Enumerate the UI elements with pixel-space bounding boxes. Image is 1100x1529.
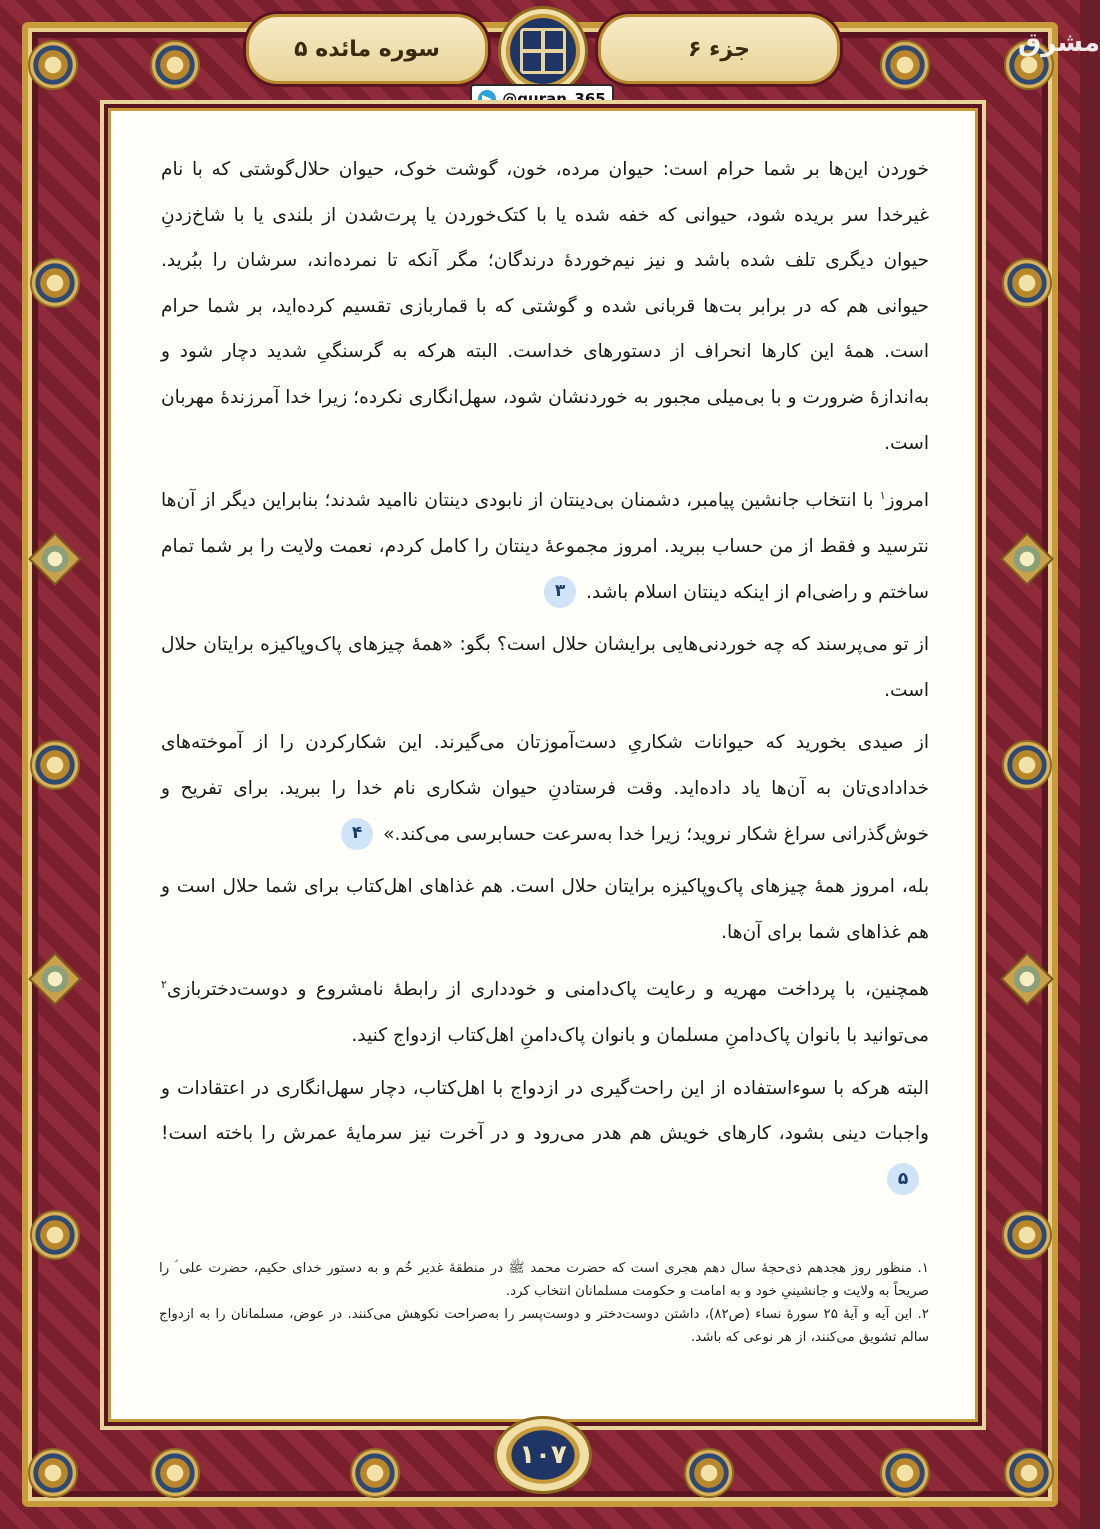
medallion-ornament-icon [1002, 258, 1052, 308]
diamond-ornament-icon [28, 532, 82, 586]
paragraph-text: امروز [885, 490, 929, 512]
paragraph-text: بله، امروز همهٔ چیزهای پاک‌وپاکیزه برایتان حلال است. هم غذاهای اهل‌کتاب برای شما حلال است و هم غذاهای شما برای آن‌ها. [161, 876, 929, 943]
medallion-ornament-icon [1002, 740, 1052, 790]
medallion-ornament-icon [1002, 1210, 1052, 1260]
translation-body [161, 147, 929, 1209]
ayah-number-marker: ۴ [341, 818, 373, 850]
ayah-number-marker: ۳ [544, 576, 576, 608]
footnote-2: ۲. این آیه و آیهٔ ۲۵ سورهٔ نساء (ص۸۲)، داشتن دوست‌دختر و دوست‌پسر را به‌صراحت نکوهش می‌کنند. در عوض، مسلمانان را به ازدواج سالم تشویق می‌کنند، از هر نوعی که باشد. [159, 1307, 929, 1345]
paragraph-text: البته هرکه با سوءاستفاده از این راحت‌گیری در ازدواج با اهل‌کتاب، دچار سهل‌انگاری در اعتقادات و واجبات دینی بشود، کارهای خویش هم هدر می‌رود و در آخرت نیز سرمایهٔ عمرش را باخته است! [161, 1077, 929, 1145]
paragraph [161, 622, 929, 713]
medallion-ornament-icon [880, 1448, 930, 1498]
footnote-1: ۱. منظور روز هجدهم ذی‌حجهٔ سال دهم هجری است که حضرت محمد ﷺ در منطقهٔ غدیر خُم و به دستور خدای حکیم، حضرت علی ؑ را صریحاً به ولایت و جانشینیِ خود و به امامت و حکومت مسلمانان انتخاب کرد. [159, 1261, 929, 1299]
medallion-ornament-icon [150, 40, 200, 90]
paragraph [161, 962, 929, 1058]
paragraph-text: می‌توانید با بانوان پاک‌دامنِ مسلمان و بانوان پاک‌دامنِ اهل‌کتاب ازدواج کنید. [351, 1025, 929, 1047]
medallion-ornament-icon [30, 258, 80, 308]
paragraph-text: همچنین، با پرداخت مهریه و رعایت پاک‌دامنی و خودداری از رابطهٔ نامشروع و دوست‌دختربازی [166, 979, 929, 1001]
diamond-ornament-icon [1000, 952, 1054, 1006]
footnotes [159, 1257, 929, 1349]
ayah-number-marker: ۵ [887, 1163, 919, 1195]
medallion-ornament-icon [350, 1448, 400, 1498]
diamond-ornament-icon [28, 952, 82, 1006]
paragraph-text: از صیدی بخورید که حیوانات شکاریِ دست‌آموزتان می‌گیرند. این شکارکردن را از آموخته‌های خدادادی‌تان به آن‌ها یاد داده‌اید. وقت فرستادنِ حیوان شکاری نام خدا را ببرید. برای تفریح و خوش‌گذرانی سراغ شکار نروید؛ زیرا خدا به‌سرعت حسابرسی می‌کند.» [161, 732, 929, 845]
medallion-ornament-icon [28, 1448, 78, 1498]
medallion-ornament-icon [30, 740, 80, 790]
page-number-badge [494, 1416, 592, 1494]
juz-cartouche [598, 14, 840, 84]
paragraph [161, 720, 929, 857]
footnote-ref[interactable]: ۱ [879, 489, 886, 503]
medallion-ornament-icon [28, 40, 78, 90]
juz-title: جزء ۶ [688, 36, 750, 62]
medallion-ornament-icon [684, 1448, 734, 1498]
paragraph [161, 473, 929, 615]
text-page [108, 108, 978, 1422]
paragraph [161, 1066, 929, 1203]
paragraph-text: خوردن این‌ها بر شما حرام است: حیوان مرده، خون، گوشت خوک، حیوان حلال‌گوشتی که با نام غیرخدا سر بریده شود، حیوانی که خفه شده یا با کتک‌خوردن یا پرت‌شدن از بلندی یا با شاخ‌زدنِ حیوان دیگری تلف شده باشد و نیز نیم‌خوردهٔ درندگان؛ مگر آنکه تا نمرده‌اند، سرشان را ببُرید. حیوانی هم که در برابر بت‌ها قربانی شده و گوشتی که با قماربازی تقسیم کرده‌اید، بر شما حرام است. همهٔ این کارها انحراف از دستورهای خداست. البته هرکه به گرسنگیِ شدید دچار شود و به‌اندازهٔ ضرورت و با بی‌میلی مجبور به خوردنشان شود، سهل‌انگاری نکرده؛ زیرا خدا آمرزندهٔ مهربان است. [161, 159, 929, 454]
telegram-handle: @quran_365 [502, 90, 606, 108]
paragraph [161, 864, 929, 955]
diamond-ornament-icon [1000, 532, 1054, 586]
medallion-ornament-icon [880, 40, 930, 90]
medallion-ornament-icon [150, 1448, 200, 1498]
surah-title: سوره مائده ۵ [294, 36, 440, 62]
site-watermark: مشرق [1018, 28, 1100, 58]
calligraphy-seal-icon [498, 6, 588, 96]
kufic-emblem-icon [520, 28, 566, 74]
page-number: ۱۰۷ [519, 1440, 567, 1470]
telegram-icon [478, 90, 496, 108]
medallion-ornament-icon [1004, 1448, 1054, 1498]
paragraph [161, 147, 929, 466]
paragraph-text: با انتخاب جانشین پیامبر، دشمنان بی‌دینتان از نابودی دینتان ناامید شدند؛ بنابراین دیگر از آن‌ها نترسید و فقط از من حساب ببرید. امروز مجموعهٔ دینتان را کامل کردم، نعمت ولایت را بر شما تمام ساختم و راضی‌ام از اینکه دینتان اسلام باشد. [161, 490, 929, 603]
medallion-ornament-icon [30, 1210, 80, 1260]
paragraph-text: از تو می‌پرسند که چه خوردنی‌هایی برایشان حلال است؟ بگو: «همهٔ چیزهای پاک‌وپاکیزه برایتان حلال است. [161, 634, 929, 701]
surah-cartouche [246, 14, 488, 84]
footnote-ref[interactable]: ۲ [161, 978, 167, 992]
